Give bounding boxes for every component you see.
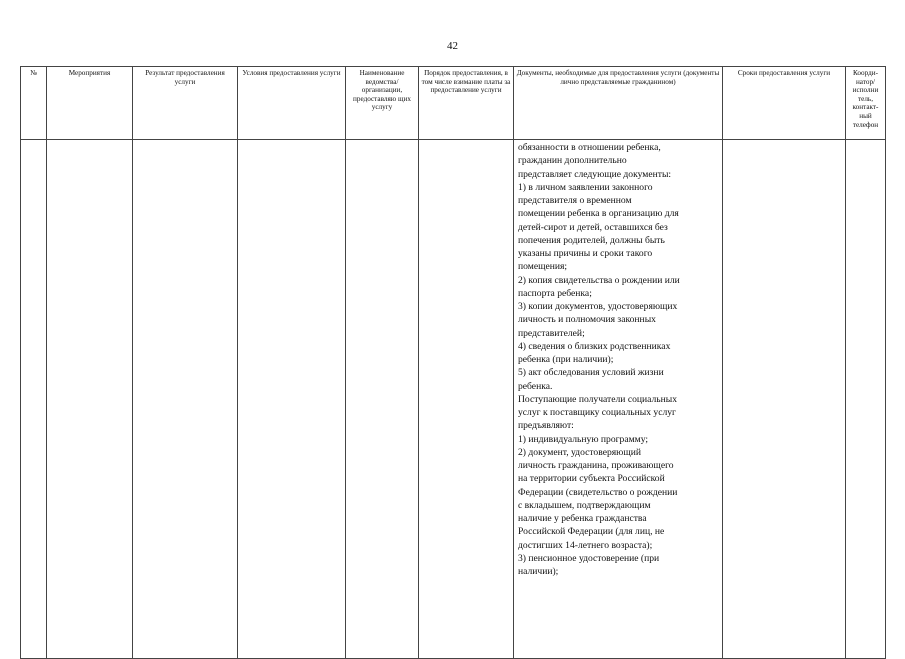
cell-procedure — [419, 140, 514, 659]
cell-organization — [346, 140, 419, 659]
header-conditions: Условия предоставления услуги — [238, 67, 346, 140]
cell-result — [133, 140, 238, 659]
table-header-row — [21, 67, 886, 140]
header-organization: Наименование ведомства/ организации, предоставляю щих услугу — [346, 67, 419, 140]
documents-text: обязанности в отношении ребенка, гражданин дополнительно представляет следующие документы: 1) в личном заявлении законного представителя о временном помещении ребенка в организацию для детей-сирот и детей, оставшихся без попечения родителей, должны быть указаны причины и сроки такого помещения; 2) копия свидетельства о рождении или паспорта ребенка; 3) копии документов, удостоверяющих личность и полномочия законных представителей; 4) сведения о близких родственниках ребенка (при наличии); 5) акт обследования условий жизни ребенка. Поступающие получатели социальных услуг к поставщику социальных услуг предъявляют: 1) индивидуальную программу; 2) документ, удостоверяющий личность гражданина, проживающего на территории субъекта Российской Федерации (свидетельство о рождении с вкладышем, подтверждающим наличие у ребенка гражданства Российской Федерации (для лиц, не достигших 14-летнего возраста); 3) пенсионное удостоверение (при наличии); — [518, 142, 680, 577]
table-row — [21, 140, 886, 659]
cell-activities — [47, 140, 133, 659]
cell-number — [21, 140, 47, 659]
cell-terms — [723, 140, 846, 659]
header-terms: Сроки предоставления услуги — [723, 67, 846, 140]
header-procedure: Порядок предоставления, в том числе взимание платы за предоставление услуги — [419, 67, 514, 140]
header-result: Результат предоставления услуги — [133, 67, 238, 140]
cell-documents — [514, 140, 723, 659]
header-coordinator: Коорди-натор/ исполни тель, контакт-ный телефон — [846, 67, 886, 140]
header-documents: Документы, необходимые для предоставления услуги (документы лично представляемые гражданином) — [514, 67, 723, 140]
page-number: 42 — [447, 40, 458, 52]
cell-coordinator — [846, 140, 886, 659]
cell-conditions — [238, 140, 346, 659]
services-table — [20, 66, 886, 659]
header-number: № — [21, 67, 47, 140]
header-activities: Мероприятия — [47, 67, 133, 140]
